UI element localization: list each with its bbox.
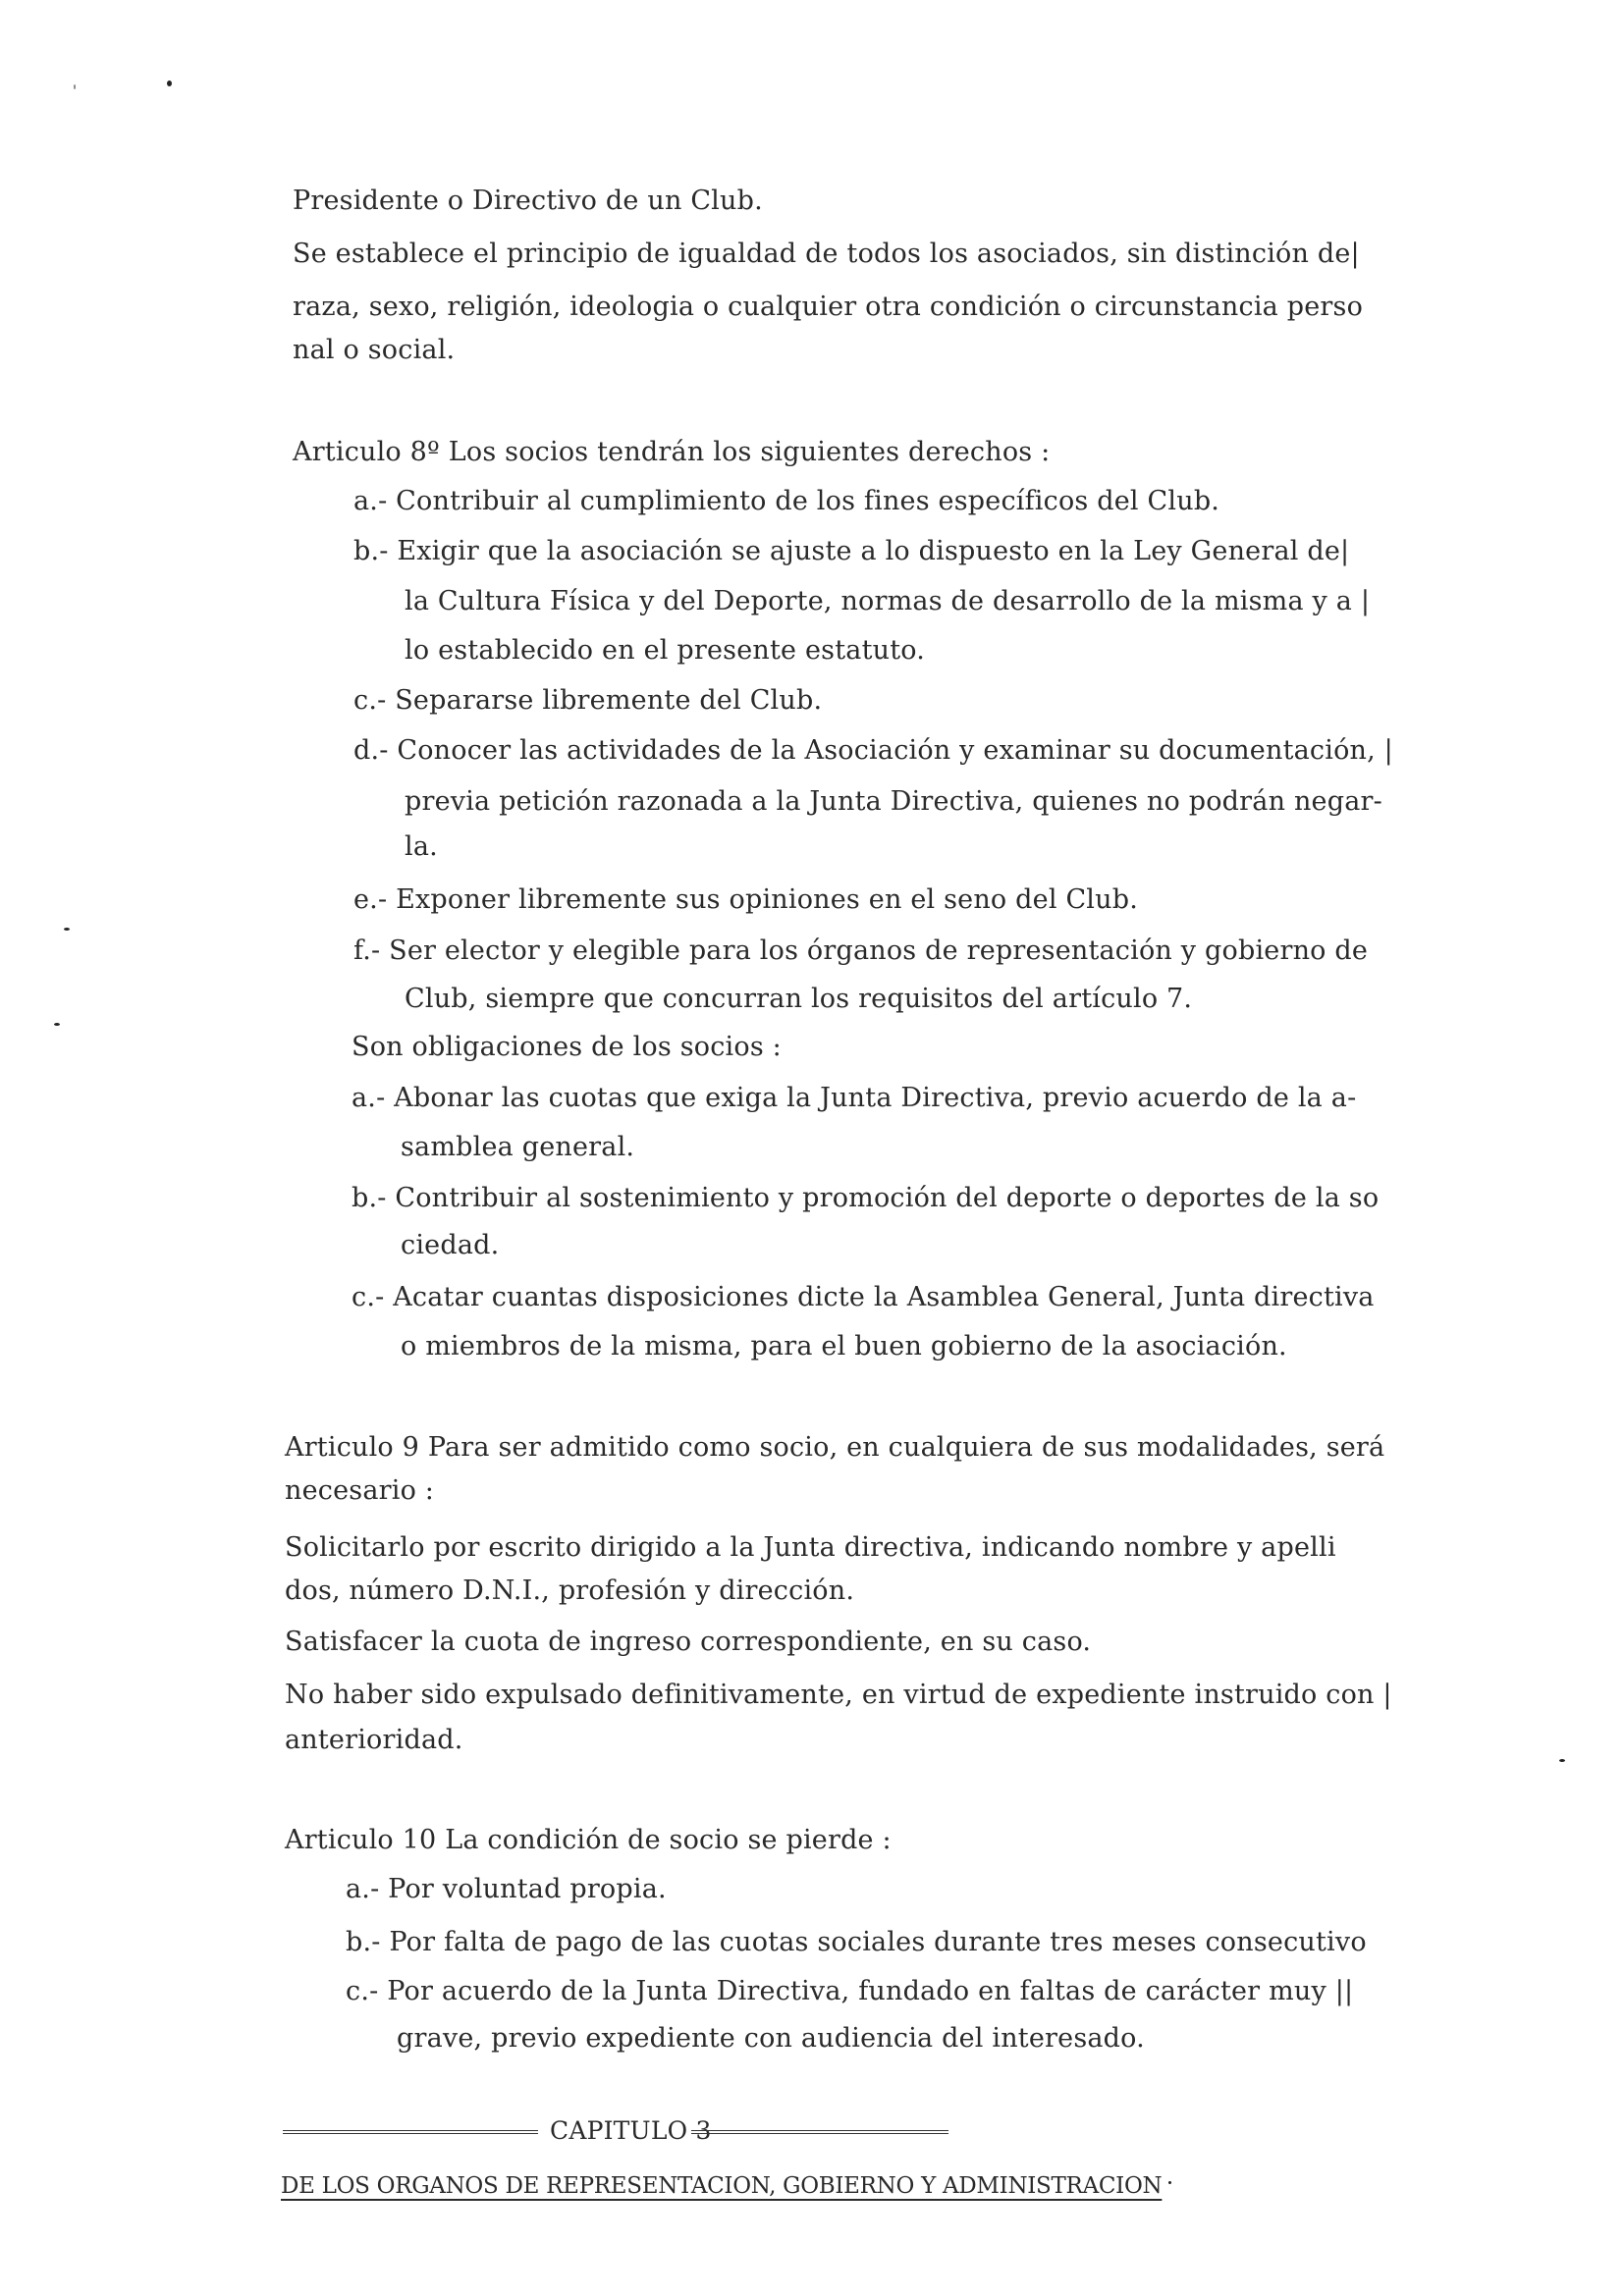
- chapter-rule-right: [691, 2130, 948, 2134]
- scan-speck: [167, 80, 172, 86]
- scan-speck: [1168, 2181, 1171, 2184]
- obligation-item: a.- Abonar las cuotas que exiga la Junta Directiva, previo acuerdo de la a-: [352, 1083, 1357, 1113]
- article-8-item: lo establecido en el presente estatuto.: [405, 635, 926, 666]
- article-10-item: c.- Por acuerdo de la Junta Directiva, fundado en faltas de carácter muy ||: [346, 1976, 1354, 2006]
- intro-line: raza, sexo, religión, ideologia o cualquier otra condición o circunstancia perso: [293, 292, 1364, 322]
- article-9-line: No haber sido expulsado definitivamente, en virtud de expediente instruido con |: [285, 1680, 1392, 1710]
- obligation-item: c.- Acatar cuantas disposiciones dicte la Asamblea General, Junta directiva: [352, 1282, 1375, 1312]
- article-8-item: b.- Exigir que la asociación se ajuste a lo dispuesto en la Ley General de|: [353, 536, 1350, 566]
- obligation-item: ciedad.: [401, 1230, 500, 1260]
- article-9-line: anterioridad.: [285, 1725, 463, 1755]
- article-8-item: a.- Contribuir al cumplimiento de los fines específicos del Club.: [353, 486, 1220, 516]
- article-10-item: grave, previo expediente con audiencia del interesado.: [397, 2023, 1145, 2054]
- article-9-line: Solicitarlo por escrito dirigido a la Junta directiva, indicando nombre y apelli: [285, 1532, 1336, 1563]
- article-9-line: necesario :: [285, 1475, 435, 1506]
- article-10-heading: Articulo 10 La condición de socio se pierde :: [285, 1825, 892, 1855]
- article-8-item: f.- Ser elector y elegible para los órganos de representación y gobierno de: [353, 935, 1369, 966]
- article-8-heading: Articulo 8º Los socios tendrán los siguientes derechos :: [293, 437, 1051, 467]
- article-8-item: d.- Conocer las actividades de la Asociación y examinar su documentación, |: [353, 735, 1393, 766]
- article-8-item: Club, siempre que concurran los requisitos del artículo 7.: [405, 984, 1193, 1014]
- scan-speck: [74, 84, 76, 89]
- scan-speck: [54, 1023, 60, 1026]
- article-8-item: c.- Separarse libremente del Club.: [353, 685, 823, 716]
- scan-speck: [64, 928, 70, 931]
- obligation-item: b.- Contribuir al sostenimiento y promoción del deporte o deportes de la so: [352, 1183, 1380, 1213]
- article-10-item: a.- Por voluntad propia.: [346, 1874, 667, 1904]
- chapter-rule-left: [283, 2130, 538, 2134]
- article-8-item: e.- Exponer libremente sus opiniones en el seno del Club.: [353, 884, 1139, 915]
- article-8-item: la Cultura Física y del Deporte, normas de desarrollo de la misma y a |: [405, 586, 1371, 616]
- intro-line: Se establece el principio de igualdad de todos los asociados, sin distinción de|: [293, 239, 1360, 269]
- article-10-item: b.- Por falta de pago de las cuotas sociales durante tres meses consecutivo: [346, 1927, 1367, 1957]
- article-9-line: Satisfacer la cuota de ingreso correspondiente, en su caso.: [285, 1627, 1092, 1657]
- obligations-heading: Son obligaciones de los socios :: [352, 1032, 782, 1062]
- article-9-line: dos, número D.N.I., profesión y dirección.: [285, 1575, 855, 1606]
- article-9-line: Articulo 9 Para ser admitido como socio, en cualquiera de sus modalidades, será: [285, 1432, 1385, 1463]
- chapter-label: CAPITULO 3: [550, 2116, 712, 2145]
- intro-line: Presidente o Directivo de un Club.: [293, 186, 763, 216]
- scan-speck: [1559, 1759, 1565, 1762]
- chapter-title: DE LOS ORGANOS DE REPRESENTACION, GOBIERNO Y ADMINISTRACION: [281, 2173, 1163, 2199]
- obligation-item: o miembros de la misma, para el buen gobierno de la asociación.: [401, 1331, 1287, 1362]
- article-8-item: la.: [405, 831, 438, 862]
- intro-line: nal o social.: [293, 335, 456, 365]
- obligation-item: samblea general.: [401, 1132, 635, 1162]
- article-8-item: previa petición razonada a la Junta Directiva, quienes no podrán negar-: [405, 786, 1382, 817]
